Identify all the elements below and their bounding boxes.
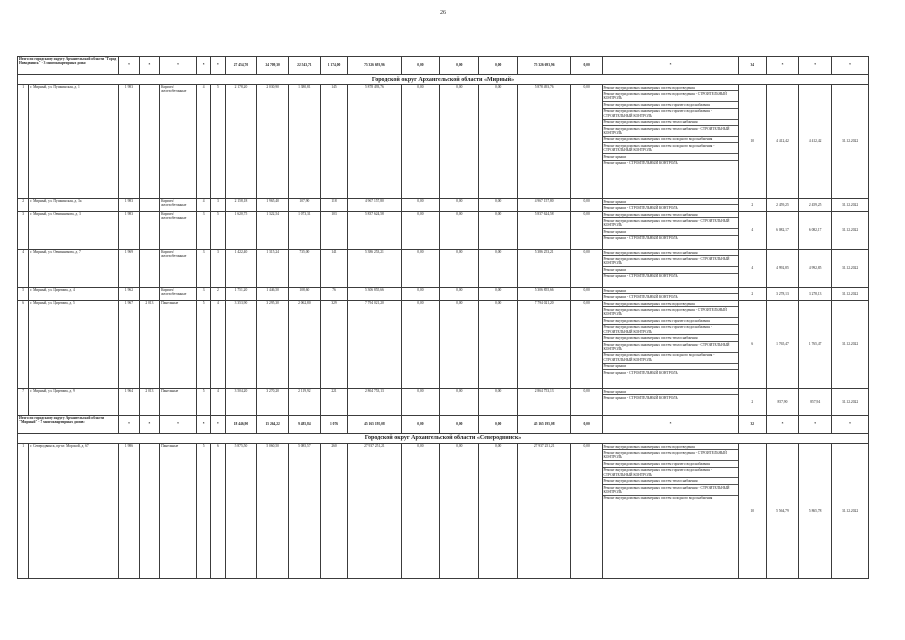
total-value: 0,00 bbox=[479, 415, 518, 433]
table-row bbox=[18, 300, 869, 388]
cell-k: 10 bbox=[739, 85, 767, 199]
cell-a1: 2 178,20 bbox=[225, 85, 257, 199]
total-value: 9 485,84 bbox=[289, 415, 321, 433]
cell-wall: Кирпич/ железобетонные bbox=[160, 287, 197, 300]
total-value: 18 446,90 bbox=[225, 415, 257, 433]
table-row bbox=[18, 85, 869, 199]
cell-v2: 0,00 bbox=[440, 211, 479, 249]
cell-r2: 4 992,85 bbox=[799, 249, 832, 287]
cell-ent: 3 bbox=[211, 199, 225, 212]
cell-r2: 5 865,78 bbox=[799, 443, 832, 578]
cell-res: 221 bbox=[320, 388, 348, 415]
works-cell bbox=[602, 287, 738, 300]
total-value: * bbox=[832, 415, 869, 433]
cell-a1: 1 751,20 bbox=[225, 287, 257, 300]
total-value: * bbox=[832, 57, 869, 75]
work-item: Ремонт крыши bbox=[603, 364, 738, 370]
cell-year: 1 969 bbox=[119, 249, 139, 287]
work-item: Ремонт крыши - СТРОИТЕЛЬНЫЙ КОНТРОЛЬ bbox=[603, 161, 678, 166]
cell-v3: 0,00 bbox=[479, 300, 518, 388]
cell-r1: 2 459,25 bbox=[766, 199, 799, 212]
cell-a3: 735,00 bbox=[289, 249, 321, 287]
work-item: Ремонт внутридомовых инженерных систем холодного водоснабжения - СТРОИТЕЛЬНЫЙ КОНТРОЛЬ bbox=[603, 143, 738, 154]
work-item: Ремонт внутридомовых инженерных систем теплоснабжения bbox=[603, 478, 738, 484]
cell-wall: Кирпич/ железобетонные bbox=[160, 199, 197, 212]
cell-a2: 1 322,54 bbox=[257, 211, 289, 249]
cell-ent: 3 bbox=[211, 249, 225, 287]
work-item: Ремонт внутридомовых инженерных систем горячего водоснабжения bbox=[603, 318, 738, 324]
cell-fl: 5 bbox=[196, 300, 210, 388]
cell-ent: 2 bbox=[211, 287, 225, 300]
cell-a2: 3 295,30 bbox=[257, 300, 289, 388]
cell-v2: 0,00 bbox=[440, 300, 479, 388]
cell-a1: 3 353,90 bbox=[225, 300, 257, 388]
cell-res: 260 bbox=[320, 443, 348, 578]
cell-ent: 5 bbox=[211, 211, 225, 249]
cell-a2: 3 270,20 bbox=[257, 388, 289, 415]
cell-a1: 3 504,20 bbox=[225, 388, 257, 415]
cell-n: 6 bbox=[18, 300, 29, 388]
cell-year2: 2 013 bbox=[139, 388, 159, 415]
cell-ent: 4 bbox=[211, 388, 225, 415]
cell-r1: 4 992,85 bbox=[766, 249, 799, 287]
cell-wall: Кирпич/ железобетонные bbox=[160, 249, 197, 287]
cell-fl: 5 bbox=[196, 388, 210, 415]
cell-a1: 2 158,18 bbox=[225, 199, 257, 212]
total-value: 1 076 bbox=[320, 415, 348, 433]
cell-k: 2 bbox=[739, 287, 767, 300]
cell-a3: 1 380,81 bbox=[289, 85, 321, 199]
cell-year2 bbox=[139, 211, 159, 249]
total-value: 0,00 bbox=[440, 57, 479, 75]
cell-year2 bbox=[139, 85, 159, 199]
work-item: Ремонт крыши - СТРОИТЕЛЬНЫЙ КОНТРОЛЬ bbox=[603, 295, 678, 300]
cell-res: 329 bbox=[320, 300, 348, 388]
cell-date: 31.12.2022 bbox=[832, 300, 869, 388]
cell-r2: 2 459,25 bbox=[799, 199, 832, 212]
cell-k: 2 bbox=[739, 199, 767, 212]
cell-a3: 1 073,31 bbox=[289, 211, 321, 249]
cell-year: 1 983 bbox=[119, 85, 139, 199]
cell-cost: 5 306 855,66 bbox=[348, 287, 401, 300]
cell-fl: 3 bbox=[196, 249, 210, 287]
cell-r2: 4 412,42 bbox=[799, 85, 832, 199]
cell-v2: 0,00 bbox=[440, 443, 479, 578]
cell-v3: 0,00 bbox=[479, 199, 518, 212]
cell-date: 31.12.2022 bbox=[832, 85, 869, 199]
total-value: * bbox=[196, 415, 210, 433]
cell-fl: 3 bbox=[196, 211, 210, 249]
work-item: Ремонт крыши - СТРОИТЕЛЬНЫЙ КОНТРОЛЬ bbox=[603, 206, 678, 211]
cell-v1: 0,00 bbox=[401, 249, 440, 287]
cell-v1: 0,00 bbox=[401, 85, 440, 199]
cell-fl: 3 bbox=[196, 287, 210, 300]
cell-a3: 2 119,92 bbox=[289, 388, 321, 415]
total-value: * bbox=[766, 415, 799, 433]
total-value: * bbox=[602, 415, 738, 433]
work-item: Ремонт крыши bbox=[603, 267, 738, 273]
cell-res: 141 bbox=[320, 249, 348, 287]
work-item: Ремонт внутридомовых инженерных систем теплоснабжения - СТРОИТЕЛЬНЫЙ КОНТРОЛЬ bbox=[603, 342, 738, 353]
cell-v2: 0,00 bbox=[440, 199, 479, 212]
program-table bbox=[17, 56, 869, 579]
cell-date: 31.12.2022 bbox=[832, 443, 869, 578]
cell-n: 1 bbox=[18, 85, 29, 199]
cell-addr: г. Мирный, ул. Циргвава, д. 9 bbox=[29, 388, 119, 415]
cell-year: 1 967 bbox=[119, 300, 139, 388]
cell-cost: 5 878 493,76 bbox=[348, 85, 401, 199]
cell-v1: 0,00 bbox=[401, 443, 440, 578]
cell-r1: 4 412,42 bbox=[766, 85, 799, 199]
cell-v2: 0,00 bbox=[440, 85, 479, 199]
cell-n: 7 bbox=[18, 388, 29, 415]
total-value: * bbox=[160, 57, 197, 75]
cell-v1: 0,00 bbox=[401, 300, 440, 388]
cell-v5: 0,00 bbox=[571, 388, 603, 415]
cell-r1: 5 564,79 bbox=[766, 443, 799, 578]
table-row bbox=[18, 211, 869, 249]
work-item: Ремонт внутридомовых инженерных систем горячего водоснабжения bbox=[603, 461, 738, 467]
cell-wall: Панельные bbox=[160, 443, 197, 578]
cell-v3: 0,00 bbox=[479, 211, 518, 249]
cell-v4: 5 306 855,66 bbox=[518, 287, 571, 300]
work-item: Ремонт крыши - СТРОИТЕЛЬНЫЙ КОНТРОЛЬ bbox=[603, 236, 678, 241]
total-value: * bbox=[160, 415, 197, 433]
cell-v4: 4 967 157,80 bbox=[518, 199, 571, 212]
cell-year2 bbox=[139, 249, 159, 287]
total-value: * bbox=[139, 57, 159, 75]
cell-addr: г. Мирный, ул. Пушкинская, д. 1 bbox=[29, 85, 119, 199]
cell-cost: 2 864 753,13 bbox=[348, 388, 401, 415]
cell-a1: 1 422,40 bbox=[225, 249, 257, 287]
cell-wall: Панельные bbox=[160, 300, 197, 388]
cell-v4: 27 937 251,21 bbox=[518, 443, 571, 578]
cell-k: 6 bbox=[739, 300, 767, 388]
cell-wall: Панельные bbox=[160, 388, 197, 415]
work-item: Ремонт внутридомовых инженерных систем теплоснабжения bbox=[603, 212, 738, 218]
cell-a1: 5 875,50 bbox=[225, 443, 257, 578]
cell-a3: 2 062,80 bbox=[289, 300, 321, 388]
works-cell bbox=[602, 85, 738, 199]
work-item: Ремонт внутридомовых инженерных систем горячего водоснабжения - СТРОИТЕЛЬНЫЙ КОНТРОЛЬ bbox=[603, 109, 738, 120]
total-value: * bbox=[139, 415, 159, 433]
cell-r2: 6 082,17 bbox=[799, 211, 832, 249]
total-value: * bbox=[799, 415, 832, 433]
cell-year: 1 983 bbox=[119, 211, 139, 249]
cell-ent: 5 bbox=[211, 85, 225, 199]
cell-a3: 108,60 bbox=[289, 287, 321, 300]
work-item: Ремонт внутридомовых инженерных систем водоотведения bbox=[603, 85, 738, 91]
cell-r2: 3 278,13 bbox=[799, 287, 832, 300]
section-row bbox=[18, 433, 869, 443]
works-cell bbox=[602, 443, 738, 578]
cell-cost: 7 794 021,20 bbox=[348, 300, 401, 388]
cell-year: 1 986 bbox=[119, 443, 139, 578]
cell-addr: г. Мирный, ул. Овчинникова, д. 3 bbox=[29, 211, 119, 249]
cell-cost: 5 386 253,21 bbox=[348, 249, 401, 287]
cell-r1: 1 765,47 bbox=[766, 300, 799, 388]
work-item: Ремонт внутридомовых инженерных систем горячего водоснабжения - СТРОИТЕЛЬНЫЙ КОНТРОЛЬ bbox=[603, 325, 738, 336]
works-cell bbox=[602, 388, 738, 415]
cell-v2: 0,00 bbox=[440, 388, 479, 415]
total-label: Итого по городскому округу Архангельской области "Город Новодвинск" - 3 многоквартирных дома: bbox=[18, 57, 119, 75]
cell-fl: 4 bbox=[196, 85, 210, 199]
cell-date: 31.12.2022 bbox=[832, 249, 869, 287]
cell-year2 bbox=[139, 287, 159, 300]
table-row bbox=[18, 287, 869, 300]
cell-cost: 27 937 251,21 bbox=[348, 443, 401, 578]
table-row bbox=[18, 249, 869, 287]
total-value: * bbox=[196, 57, 210, 75]
cell-a1: 1 620,75 bbox=[225, 211, 257, 249]
cell-date: 31.12.2022 bbox=[832, 199, 869, 212]
cell-n: 2 bbox=[18, 199, 29, 212]
cell-ent: 6 bbox=[211, 443, 225, 578]
cell-k: 10 bbox=[739, 443, 767, 578]
total-value: * bbox=[211, 57, 225, 75]
cell-res: 145 bbox=[320, 85, 348, 199]
total-value: * bbox=[799, 57, 832, 75]
cell-res: 76 bbox=[320, 287, 348, 300]
works-cell bbox=[602, 199, 738, 212]
total-value: * bbox=[766, 57, 799, 75]
cell-r1: 857,90 bbox=[766, 388, 799, 415]
cell-r1: 6 082,17 bbox=[766, 211, 799, 249]
cell-r2: 1 765,47 bbox=[799, 300, 832, 388]
work-item: Ремонт внутридомовых инженерных систем горячего водоснабжения bbox=[603, 102, 738, 108]
total-value: * bbox=[602, 57, 738, 75]
cell-a3: 5 085,57 bbox=[289, 443, 321, 578]
cell-date: 31.12.2022 bbox=[832, 211, 869, 249]
total-value: 32 bbox=[739, 415, 767, 433]
total-value: 0,00 bbox=[571, 57, 603, 75]
cell-addr: г. Мирный, ул. Пушкинская, д. 3а bbox=[29, 199, 119, 212]
cell-date: 31.12.2022 bbox=[832, 388, 869, 415]
cell-v5: 0,00 bbox=[571, 443, 603, 578]
cell-fl: 4 bbox=[196, 199, 210, 212]
work-item: Ремонт крыши bbox=[603, 229, 738, 235]
work-item: Ремонт крыши bbox=[603, 199, 738, 205]
cell-v5: 0,00 bbox=[571, 211, 603, 249]
cell-n: 4 bbox=[18, 249, 29, 287]
total-value: 75 326 693,96 bbox=[348, 57, 401, 75]
cell-v4: 7 794 021,20 bbox=[518, 300, 571, 388]
cell-n: 3 bbox=[18, 211, 29, 249]
work-item: Ремонт внутридомовых инженерных систем водоотведения bbox=[603, 444, 738, 450]
cell-cost: 4 967 157,80 bbox=[348, 199, 401, 212]
works-cell bbox=[602, 249, 738, 287]
cell-year: 1 983 bbox=[119, 199, 139, 212]
total-row bbox=[18, 57, 869, 75]
work-item: Ремонт крыши bbox=[603, 389, 738, 395]
cell-v2: 0,00 bbox=[440, 287, 479, 300]
cell-v3: 0,00 bbox=[479, 443, 518, 578]
work-item: Ремонт внутридомовых инженерных систем водоотведения - СТРОИТЕЛЬНЫЙ КОНТРОЛЬ bbox=[603, 91, 738, 102]
cell-year2 bbox=[139, 199, 159, 212]
cell-k: 4 bbox=[739, 211, 767, 249]
cell-v5: 0,00 bbox=[571, 287, 603, 300]
cell-a2: 1 446,50 bbox=[257, 287, 289, 300]
cell-year2: 2 013 bbox=[139, 300, 159, 388]
work-item: Ремонт внутридомовых инженерных систем водоотведения bbox=[603, 301, 738, 307]
work-item: Ремонт внутридомовых инженерных систем водоотведения - СТРОИТЕЛЬНЫЙ КОНТРОЛЬ bbox=[603, 450, 738, 461]
work-item: Ремонт внутридомовых инженерных систем теплоснабжения - СТРОИТЕЛЬНЫЙ КОНТРОЛЬ bbox=[603, 218, 738, 229]
cell-n: 5 bbox=[18, 287, 29, 300]
total-value: 75 326 693,96 bbox=[518, 57, 571, 75]
cell-v1: 0,00 bbox=[401, 199, 440, 212]
cell-k: 2 bbox=[739, 388, 767, 415]
work-item: Ремонт крыши - СТРОИТЕЛЬНЫЙ КОНТРОЛЬ bbox=[603, 396, 678, 401]
cell-ent: 4 bbox=[211, 300, 225, 388]
total-value: 45 165 195,08 bbox=[518, 415, 571, 433]
cell-addr: г. Мирный, ул. Овчинникова, д. 7 bbox=[29, 249, 119, 287]
section-title: Городской округ Архангельской области «Северодвинск» bbox=[18, 433, 869, 443]
total-value: 45 165 195,08 bbox=[348, 415, 401, 433]
cell-a2: 1 965,40 bbox=[257, 199, 289, 212]
work-item: Ремонт внутридомовых инженерных систем холодного водоснабжения bbox=[603, 496, 713, 501]
cell-r2: 857,94 bbox=[799, 388, 832, 415]
total-value: 15 264,22 bbox=[257, 415, 289, 433]
cell-n: 1 bbox=[18, 443, 29, 578]
cell-v1: 0,00 bbox=[401, 287, 440, 300]
cell-v5: 0,00 bbox=[571, 199, 603, 212]
cell-a3: 107,90 bbox=[289, 199, 321, 212]
table-row bbox=[18, 443, 869, 578]
work-item: Ремонт внутридомовых инженерных систем теплоснабжения bbox=[603, 120, 738, 126]
total-value: 24 709,30 bbox=[257, 57, 289, 75]
cell-v3: 0,00 bbox=[479, 287, 518, 300]
cell-year: 1 962 bbox=[119, 287, 139, 300]
work-item: Ремонт крыши - СТРОИТЕЛЬНЫЙ КОНТРОЛЬ bbox=[603, 274, 678, 279]
cell-v3: 0,00 bbox=[479, 249, 518, 287]
work-item: Ремонт внутридомовых инженерных систем теплоснабжения - СТРОИТЕЛЬНЫЙ КОНТРОЛЬ bbox=[603, 485, 738, 496]
total-value: * bbox=[119, 415, 139, 433]
cell-wall: Кирпич/ железобетонные bbox=[160, 85, 197, 199]
cell-year2 bbox=[139, 443, 159, 578]
total-value: 1 174,00 bbox=[320, 57, 348, 75]
total-value: 34 bbox=[739, 57, 767, 75]
cell-k: 4 bbox=[739, 249, 767, 287]
cell-addr: г. Мирный, ул. Циргвава, д. 5 bbox=[29, 300, 119, 388]
total-value: 27 454,70 bbox=[225, 57, 257, 75]
cell-addr: г. Северодвинск, пр-кт. Морской, д. 67 bbox=[29, 443, 119, 578]
cell-v5: 0,00 bbox=[571, 300, 603, 388]
work-item: Ремонт внутридомовых инженерных систем теплоснабжения - СТРОИТЕЛЬНЫЙ КОНТРОЛЬ bbox=[603, 126, 738, 137]
work-item: Ремонт крыши - СТРОИТЕЛЬНЫЙ КОНТРОЛЬ bbox=[603, 370, 678, 375]
cell-v4: 2 864 753,13 bbox=[518, 388, 571, 415]
work-item: Ремонт внутридомовых инженерных систем горячего водоснабжения - СТРОИТЕЛЬНЫЙ КОНТРОЛЬ bbox=[603, 468, 738, 479]
cell-v3: 0,00 bbox=[479, 388, 518, 415]
cell-res: 118 bbox=[320, 199, 348, 212]
total-value: 0,00 bbox=[401, 57, 440, 75]
total-label: Итого по городскому округу Архангельской области "Мирный" - 7 многоквартирных домов: bbox=[18, 415, 119, 433]
cell-a2: 2 030,90 bbox=[257, 85, 289, 199]
cell-a2: 1 315,24 bbox=[257, 249, 289, 287]
cell-wall: Кирпич/ железобетонные bbox=[160, 211, 197, 249]
work-item: Ремонт внутридомовых инженерных систем теплоснабжения - СТРОИТЕЛЬНЫЙ КОНТРОЛЬ bbox=[603, 256, 738, 267]
cell-year: 1 964 bbox=[119, 388, 139, 415]
work-item: Ремонт внутридомовых инженерных систем водоотведения - СТРОИТЕЛЬНЫЙ КОНТРОЛЬ bbox=[603, 307, 738, 318]
works-cell bbox=[602, 300, 738, 388]
work-item: Ремонт крыши bbox=[603, 154, 738, 160]
total-value: 0,00 bbox=[401, 415, 440, 433]
section-title: Городской округ Архангельской области «Мирный» bbox=[18, 75, 869, 85]
cell-v1: 0,00 bbox=[401, 211, 440, 249]
cell-v3: 0,00 bbox=[479, 85, 518, 199]
cell-cost: 5 837 624,58 bbox=[348, 211, 401, 249]
work-item: Ремонт внутридомовых инженерных систем теплоснабжения bbox=[603, 250, 738, 256]
cell-a2: 5 060,50 bbox=[257, 443, 289, 578]
total-row bbox=[18, 415, 869, 433]
section-row bbox=[18, 75, 869, 85]
cell-v5: 0,00 bbox=[571, 85, 603, 199]
table-row bbox=[18, 388, 869, 415]
page-number: 26 bbox=[440, 10, 446, 16]
total-value: 22 543,71 bbox=[289, 57, 321, 75]
cell-date: 31.12.2022 bbox=[832, 287, 869, 300]
cell-v4: 5 878 493,76 bbox=[518, 85, 571, 199]
cell-v1: 0,00 bbox=[401, 388, 440, 415]
cell-fl: 5 bbox=[196, 443, 210, 578]
total-value: 0,00 bbox=[479, 57, 518, 75]
table-row bbox=[18, 199, 869, 212]
cell-v4: 5 386 253,21 bbox=[518, 249, 571, 287]
work-item: Ремонт внутридомовых инженерных систем теплоснабжения bbox=[603, 335, 738, 341]
total-value: * bbox=[119, 57, 139, 75]
total-value: 0,00 bbox=[440, 415, 479, 433]
work-item: Ремонт внутридомовых инженерных систем холодного водоснабжения bbox=[603, 137, 738, 143]
total-value: 0,00 bbox=[571, 415, 603, 433]
cell-r1: 3 278,13 bbox=[766, 287, 799, 300]
work-item: Ремонт внутридомовых инженерных систем холодного водоснабжения - СТРОИТЕЛЬНЫЙ КОНТРОЛЬ bbox=[603, 353, 738, 364]
cell-v4: 5 837 624,58 bbox=[518, 211, 571, 249]
cell-v5: 0,00 bbox=[571, 249, 603, 287]
cell-addr: г. Мирный, ул. Циргвава, д. 4 bbox=[29, 287, 119, 300]
cell-res: 103 bbox=[320, 211, 348, 249]
works-cell bbox=[602, 211, 738, 249]
total-value: * bbox=[211, 415, 225, 433]
cell-v2: 0,00 bbox=[440, 249, 479, 287]
work-item: Ремонт крыши bbox=[603, 288, 738, 294]
